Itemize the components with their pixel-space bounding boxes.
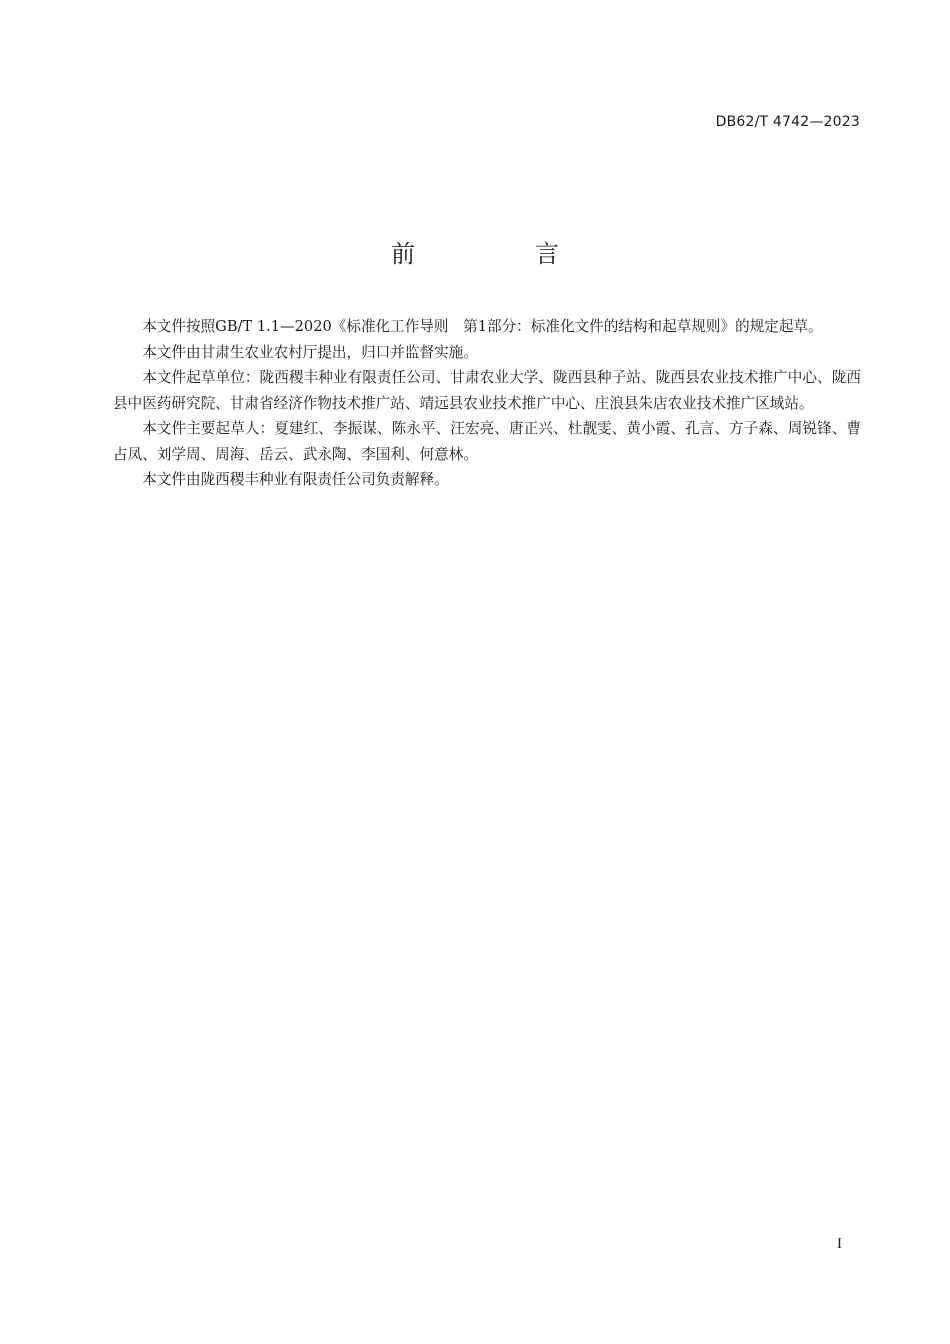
paragraph-proposer: 本文件由甘肃生农业农村厅提出，归口并监督实施。 — [142, 343, 478, 361]
paragraph-interpretation: 本文件由陇西稷丰种业有限责任公司负责解释。 — [142, 471, 449, 488]
foreword-body — [113, 314, 861, 493]
page-title: 前 言 — [391, 240, 607, 268]
page-number: I — [837, 1236, 842, 1252]
paragraph-drafting-basis: 本文件按照GB/T 1.1—2020《标准化工作导则 第1部分：标准化文件的结构和起草规则》的规定起草。 — [142, 318, 823, 335]
paragraph-drafting-units: 本文件起草单位：陇西稷丰种业有限责任公司、甘肃农业大学、陇西县种子站、陇西县农业技术推广中心、陇西县中医药研究院、甘肃省经济作物技术推广站、靖远县农业技术推广中心、庄浪县朱店农业技术推广区域站。 — [113, 369, 861, 412]
paragraph-drafters: 本文件主要起草人：夏建红、李振谋、陈永平、汪宏亮、唐正兴、杜靓雯、黄小霞、孔言、方子森、周锐锋、曹占凤、刘学周、周海、岳云、武永陶、李国利、何意林。 — [113, 420, 861, 463]
document-code: DB62/T 4742—2023 — [715, 114, 860, 130]
